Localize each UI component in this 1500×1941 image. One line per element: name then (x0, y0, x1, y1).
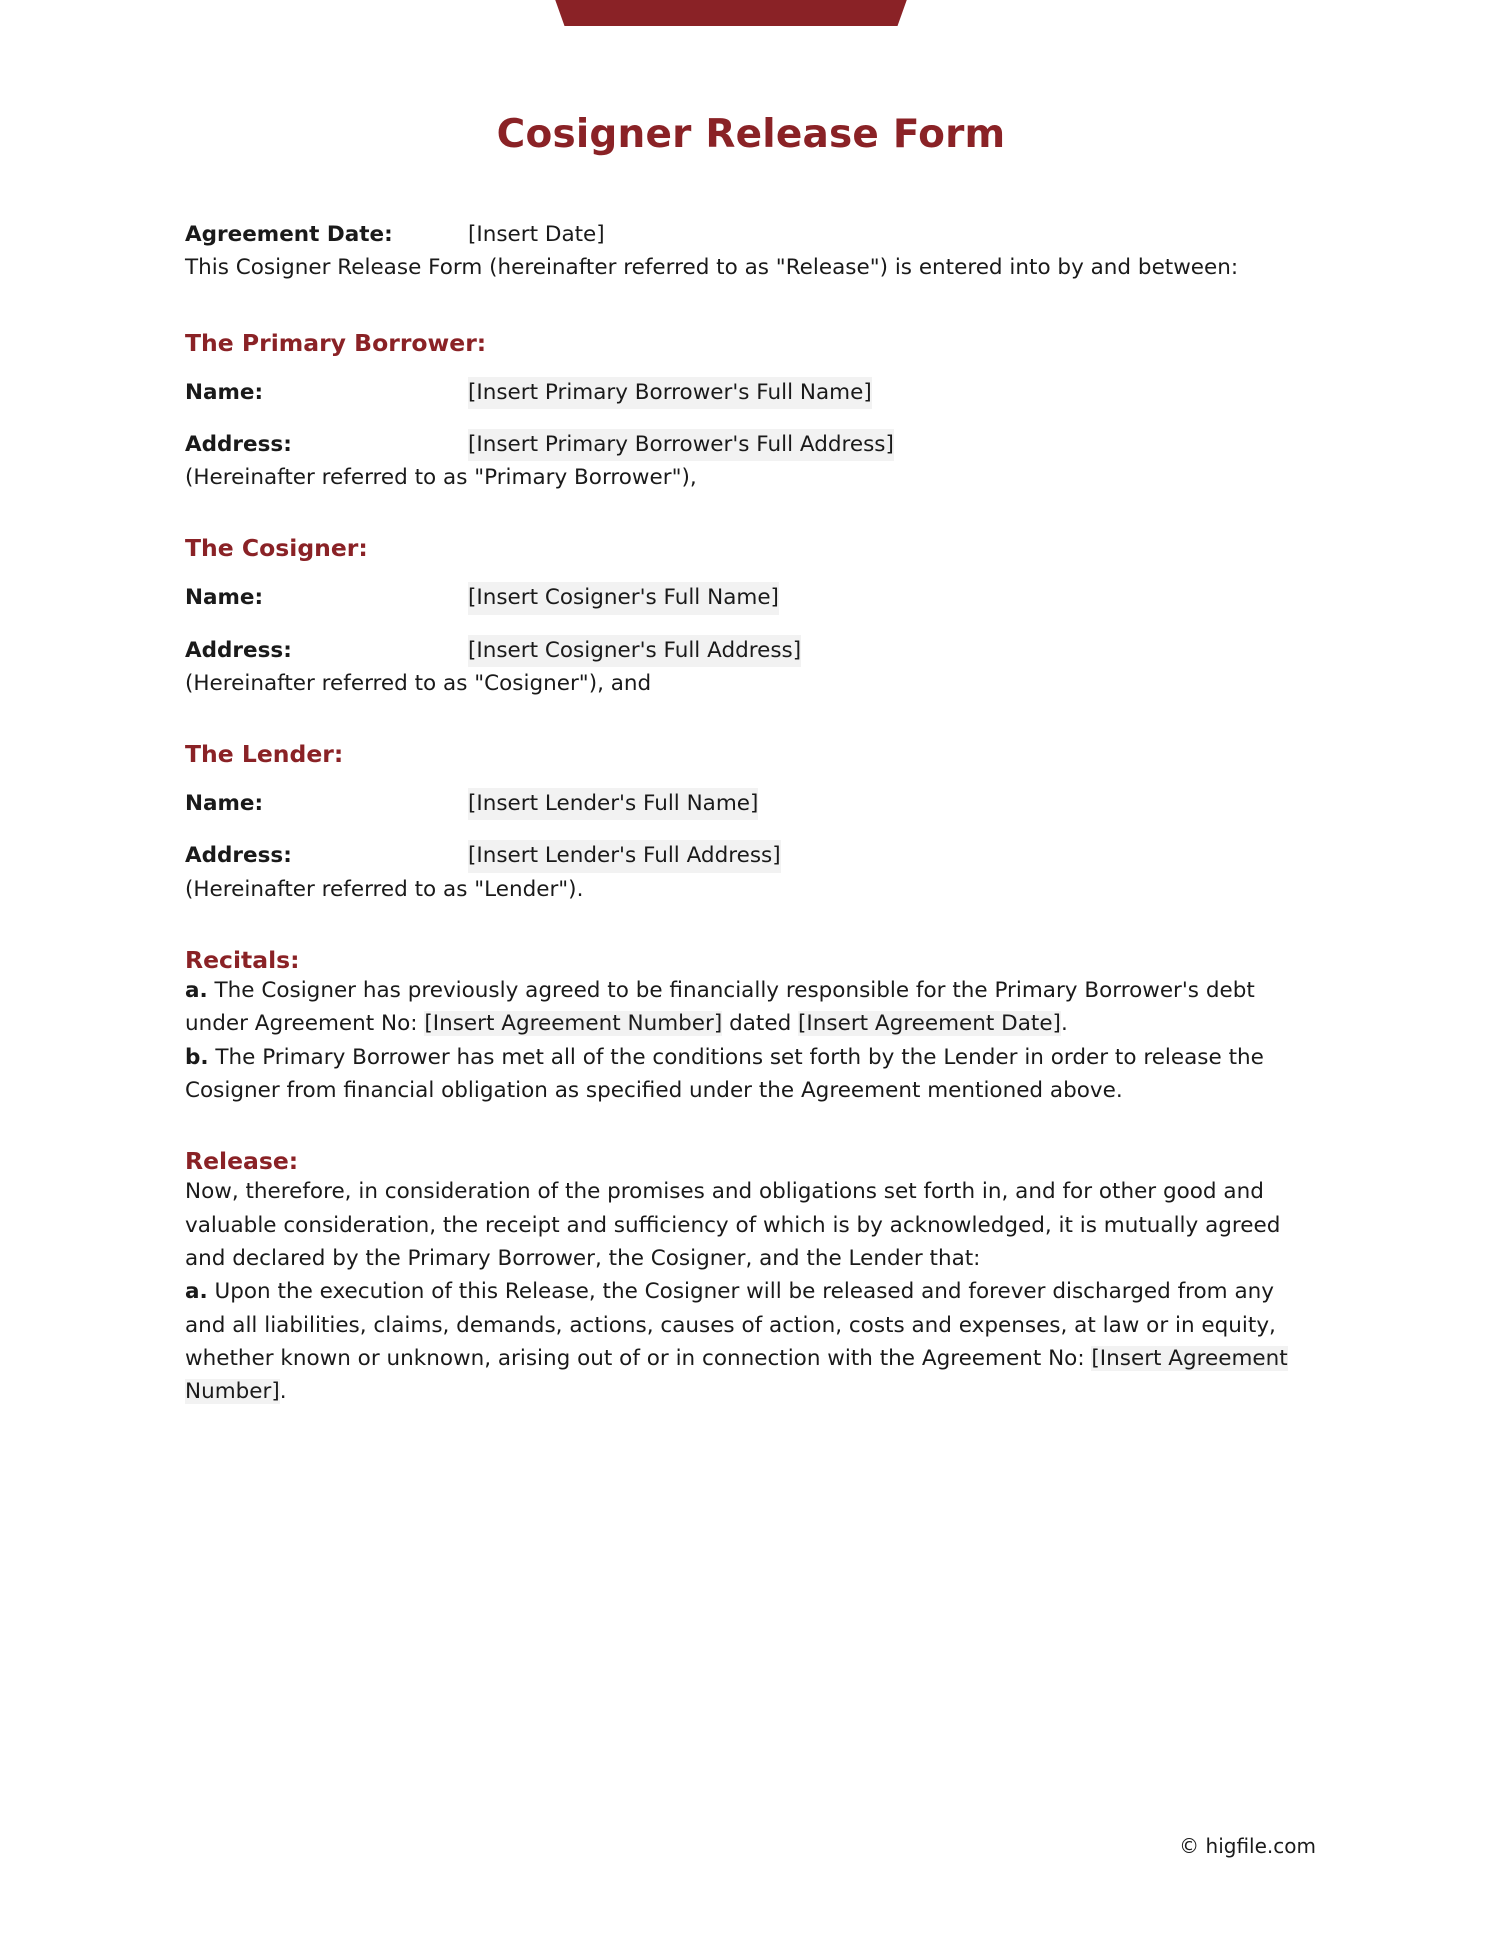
section-heading-recitals: Recitals: (185, 946, 300, 974)
cosigner-name-row (185, 582, 1317, 614)
cosigner-address-row (185, 635, 1317, 667)
primary-borrower-name-value: [Insert Primary Borrower's Full Name] (468, 377, 872, 409)
page-title: Cosigner Release Form (496, 112, 1006, 157)
release-item-a (185, 1275, 1317, 1408)
document-content (185, 0, 1317, 1408)
cosigner-name-label: Name: (185, 585, 264, 611)
agreement-date-value: [Insert Date] (468, 222, 605, 247)
cosigner-name-value: [Insert Cosigner's Full Name] (468, 582, 779, 614)
section-heading-primary-borrower: The Primary Borrower: (185, 328, 487, 357)
release-item-a-text-1: Upon the execution of this Release, the Cosigner will be released and forever discharged from any and all liabilities, claims, demands, actions, causes of action, costs and expenses, at law or in equity, whether known or unknown, arising out of or in connection with the Agreement No: (185, 1279, 1276, 1371)
primary-borrower-address-value: [Insert Primary Borrower's Full Address] (468, 429, 894, 461)
primary-borrower-note: (Hereinafter referred to as "Primary Borrower"), (185, 465, 697, 491)
lender-address-label: Address: (185, 843, 292, 869)
recitals-item-a-text-1: The Cosigner has previously agreed to be financially responsible for the Primary Borrower's debt under Agreement No: (185, 978, 1255, 1037)
release-item-a-marker: a. (185, 1279, 208, 1305)
cosigner-address-label: Address: (185, 637, 292, 663)
agreement-date-label: Agreement Date: (185, 222, 393, 247)
section-heading-cosigner: The Cosigner: (185, 534, 368, 563)
recitals-item-b (185, 1041, 1317, 1108)
lender-name-label: Name: (185, 791, 264, 817)
lender-address-row (185, 840, 1317, 872)
lender-address-value: [Insert Lender's Full Address] (468, 840, 781, 872)
recitals-item-b-text: The Primary Borrower has met all of the conditions set forth by the Lender in order to release the Cosigner from financial obligation as specified under the Agreement mentioned above. (185, 1044, 1264, 1103)
primary-borrower-name-label: Name: (185, 379, 264, 405)
recitals-item-a-text-2: dated (722, 1011, 799, 1037)
section-heading-release: Release: (185, 1147, 299, 1176)
release-intro: Now, therefore, in consideration of the promises and obligations set forth in, and for other good and valuable consideration, the receipt and sufficiency of which is by acknowledged, it is mutually agreed and declared by the Primary Borrower, the Cosigner, and the Lender that: (185, 1179, 1281, 1271)
intro-paragraph: This Cosigner Release Form (hereinafter referred to as "Release") is entered into by and between: (185, 255, 1239, 281)
primary-borrower-address-row (185, 429, 1317, 461)
lender-name-value: [Insert Lender's Full Name] (468, 788, 758, 820)
lender-name-row (185, 788, 1317, 820)
section-heading-lender: The Lender: (185, 740, 344, 769)
agreement-date-row (185, 219, 1317, 251)
lender-note: (Hereinafter referred to as "Lender"). (185, 876, 584, 902)
release-item-a-text-2: . (279, 1379, 287, 1405)
recitals-item-a (185, 974, 1317, 1041)
recitals-item-b-marker: b. (185, 1044, 209, 1070)
primary-borrower-address-label: Address: (185, 431, 292, 457)
recitals-item-a-agreement-date: [Insert Agreement Date] (798, 1011, 1061, 1037)
release-item-a-agreement-number: [Insert Agreement Number] (185, 1345, 1288, 1405)
footer-credit: © higfile.com (1179, 1834, 1316, 1858)
recitals-item-a-text-3: . (1060, 1011, 1068, 1037)
cosigner-address-value: [Insert Cosigner's Full Address] (468, 635, 801, 667)
recitals-item-a-agreement-number: [Insert Agreement Number] (424, 1011, 723, 1037)
primary-borrower-name-row (185, 377, 1317, 409)
cosigner-note: (Hereinafter referred to as "Cosigner"), and (185, 670, 652, 696)
recitals-item-a-marker: a. (185, 978, 208, 1003)
